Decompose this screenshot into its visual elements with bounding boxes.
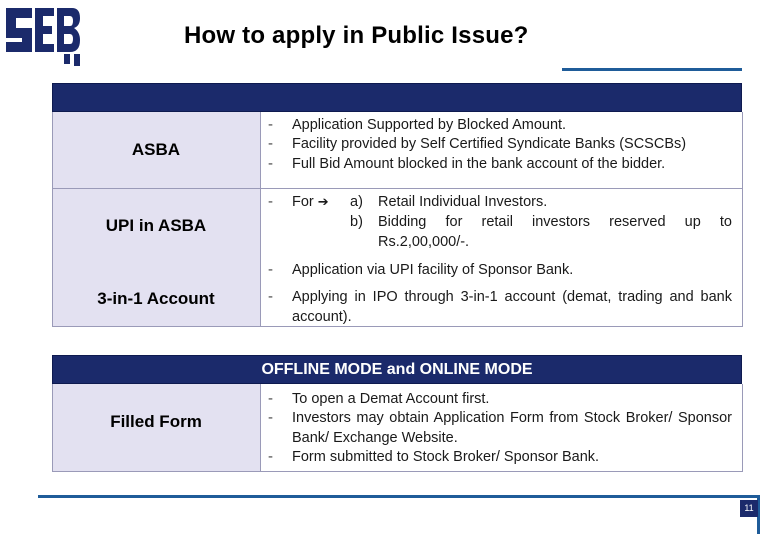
divider (742, 112, 743, 327)
footer-rule (38, 495, 760, 498)
three-in-one-item-1: Applying in IPO through 3-in-1 account (demat, trading and bank account). (292, 289, 732, 325)
bullet-dash: - (268, 288, 273, 305)
row-label-upi-in-asba: UPI in ASBA (105, 216, 207, 235)
divider (52, 188, 742, 189)
row-label-filled-form: Filled Form (110, 412, 202, 431)
title-underline (562, 68, 742, 71)
upi-for-prefix (292, 193, 329, 213)
bullet-dash: - (268, 390, 273, 407)
right-arrow-icon: ➔ (317, 195, 329, 210)
bullet-dash: - (268, 193, 273, 210)
asba-item-2: Facility provided by Self Certified Syndicate Banks (SCSCBs) (292, 136, 687, 152)
section2-header: OFFLINE MODE and ONLINE MODE (261, 361, 533, 378)
upi-item-2: Application via UPI facility of Sponsor Bank. (292, 262, 574, 278)
bullet-dash: - (268, 155, 273, 172)
bullet-dash: - (268, 116, 273, 133)
page-number: 11 (740, 500, 758, 517)
divider (260, 384, 261, 472)
bullet-dash: - (268, 135, 273, 152)
sebi-logo (2, 2, 84, 66)
filled-form-item-2: Investors may obtain Application Form from Stock Broker/ Sponsor Bank/ Exchange Website. (292, 410, 732, 446)
bullet-dash: - (268, 261, 273, 278)
asba-item-1: Application Supported by Blocked Amount. (292, 117, 567, 133)
divider (742, 384, 743, 472)
asba-item-3: Full Bid Amount blocked in the bank account of the bidder. (292, 156, 666, 172)
bullet-dash: - (268, 409, 273, 426)
upi-sub-item-b: Bidding for retail investors reserved up to Rs.2,00,000/-. (378, 214, 732, 250)
section2-header-bar (52, 355, 742, 384)
row-label-3-in-1: 3-in-1 Account (97, 289, 215, 308)
divider (52, 471, 742, 472)
filled-form-item-3: Form submitted to Stock Broker/ Sponsor Bank. (292, 449, 600, 465)
section1-header-bar (52, 83, 742, 112)
upi-sub-item-a: Retail Individual Investors. (378, 194, 548, 210)
upi-sub-marker-b: b) (350, 214, 363, 230)
filled-form-item-1: To open a Demat Account first. (292, 391, 490, 407)
divider (260, 112, 261, 327)
bullet-dash: - (268, 448, 273, 465)
upi-for-text: For (292, 194, 314, 210)
slide-title: How to apply in Public Issue? (184, 22, 529, 49)
row-label-asba: ASBA (131, 140, 181, 159)
upi-sub-marker-a: a) (350, 194, 363, 210)
